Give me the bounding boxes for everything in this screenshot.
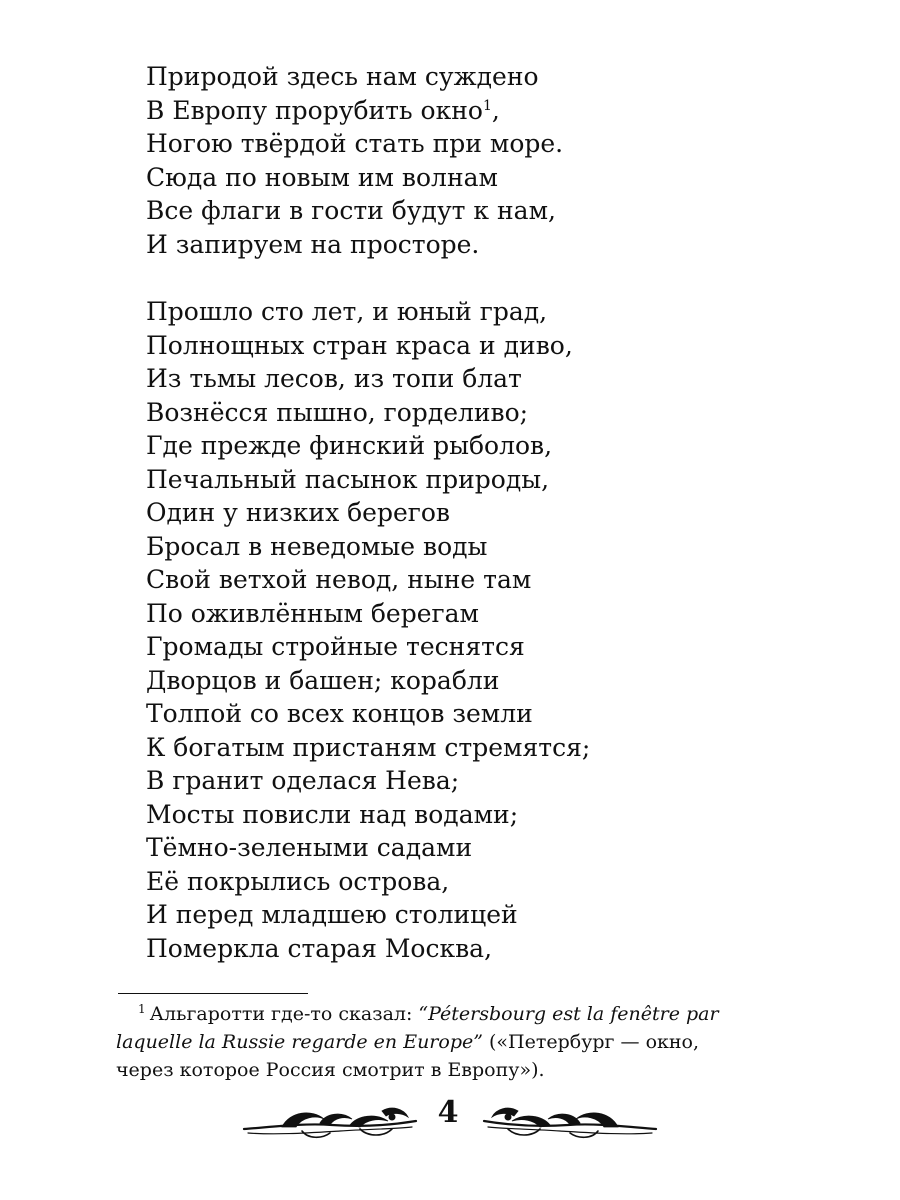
verse-line: Ногою твёрдой стать при море.	[146, 129, 564, 158]
verse-line: Громады стройные теснятся	[146, 632, 525, 661]
footnote-translation: («Петербург — окно,	[482, 1031, 700, 1053]
stanza-2	[146, 295, 866, 965]
verse-line: Печальный пасынок природы,	[146, 464, 550, 494]
page-number: 4	[437, 1095, 459, 1130]
verse-line: Сюда по новым им волнам	[146, 162, 498, 192]
verse-line: Полнощных стран краса и диво,	[146, 330, 573, 360]
verse-line: Померкла старая Москва,	[146, 933, 493, 963]
verse-line: Из тьмы лесов, из топи блат	[146, 364, 522, 393]
footnote-divider	[118, 993, 308, 994]
verse-line: Дворцов и башен; корабли	[146, 665, 500, 695]
footnote	[116, 1000, 786, 1084]
footnote-reference[interactable]: 1	[482, 97, 492, 114]
verse-line: Свой ветхой невод, ныне там	[146, 565, 532, 594]
verse-line: Бросал в неведомые воды	[146, 531, 488, 561]
flourish-right-icon	[482, 1103, 658, 1143]
verse-line-with-footnote	[146, 94, 866, 128]
verse-line: В гранит оделася Нева;	[146, 766, 460, 795]
stanza-1	[146, 60, 866, 261]
verse-line: Один у низких берегов	[146, 498, 450, 527]
verse-line: Где прежде финский рыболов,	[146, 431, 553, 460]
verse-line: Вознёсся пышно, горделиво;	[146, 397, 529, 427]
footnote-quote: “Pétersbourg est la fenêtre par	[418, 1003, 719, 1025]
verse-line-punctuation: ,	[491, 95, 500, 125]
footnote-line	[116, 1028, 786, 1056]
footnote-marker: 1	[138, 1002, 146, 1016]
verse-line: Её покрылись острова,	[146, 866, 450, 896]
page-footer	[0, 1095, 900, 1155]
verse-line: Все флаги в гости будут к нам,	[146, 196, 556, 225]
footnote-line: через которое Россия смотрит в Европу»).	[116, 1059, 545, 1081]
verse-line: Природой здесь нам суждено	[146, 62, 539, 91]
footnote-quote: laquelle la Russie regarde en Europe”	[116, 1031, 483, 1053]
verse-line: К богатым пристаням стремятся;	[146, 732, 591, 762]
verse-line: И запируем на просторе.	[146, 229, 480, 259]
verse-line: Тёмно-зелеными садами	[146, 833, 473, 862]
verse-line: И перед младшею столицей	[146, 900, 518, 929]
flourish-left-icon	[242, 1103, 418, 1143]
verse-line: Мосты повисли над водами;	[146, 799, 519, 829]
verse-line: Прошло сто лет, и юный град,	[146, 297, 548, 326]
footnote-text: Альгаротти где-то сказал:	[149, 1003, 419, 1025]
verse-line: По оживлённым берегам	[146, 598, 479, 628]
poem-text	[146, 60, 866, 965]
verse-line-text: В Европу прорубить окно	[146, 95, 483, 125]
footnote-line	[116, 1000, 786, 1028]
verse-line: Толпой со всех концов земли	[146, 699, 533, 728]
